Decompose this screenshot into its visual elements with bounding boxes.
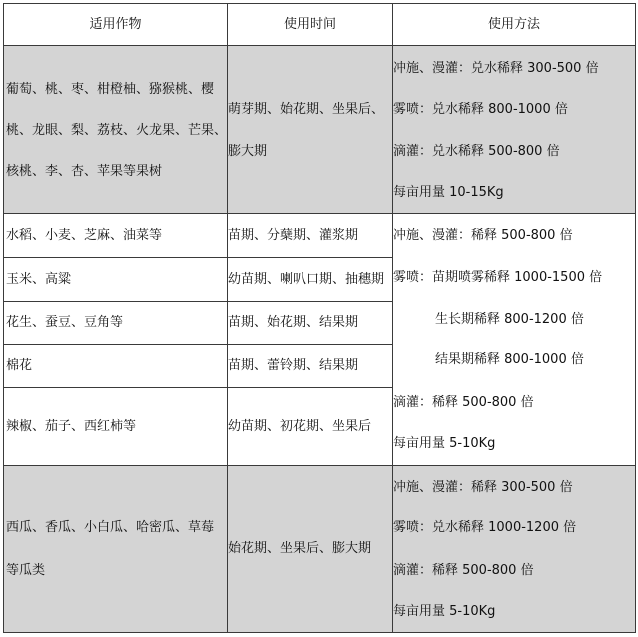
- shared-method-line-4: 结果期稀释 800-1000 倍: [435, 352, 584, 367]
- row-1-method-line-3: 滴灌：兑水稀释 500-800 倍: [393, 144, 560, 159]
- shared-method-line-6: 每亩用量 5-10Kg: [393, 436, 496, 451]
- shared-method-line-5: 滴灌：稀释 500-800 倍: [393, 395, 534, 410]
- row-1-method: [393, 46, 635, 213]
- row-6-crops: [4, 388, 227, 465]
- header-method-label: 使用方法: [487, 17, 540, 32]
- shared-method-line-2: 雾喷：苗期喷雾稀释 1000-1500 倍: [393, 270, 603, 285]
- row-4-crops-line-1: 花生、蚕豆、豆角等: [6, 315, 124, 330]
- row-6-timing: [228, 388, 392, 465]
- row-1-timing: [228, 46, 392, 213]
- row-7-timing-line-1: 始花期、坐果后、膨大期: [228, 541, 372, 556]
- row-7-method-line-2: 雾喷：兑水稀释 1000-1200 倍: [393, 520, 577, 535]
- row-7-crops-line-2: 等瓜类: [6, 563, 46, 578]
- row-1-crops-line-1: 葡萄、桃、枣、柑橙柚、猕猴桃、樱: [6, 82, 215, 97]
- row-2-crops-line-1: 水稻、小麦、芝麻、油菜等: [6, 228, 163, 243]
- row-5-timing: [228, 345, 392, 387]
- row-1-method-line-4: 每亩用量 10-15Kg: [393, 185, 504, 200]
- row-5-timing-line-1: 苗期、蕾铃期、结果期: [228, 358, 359, 373]
- row-6-crops-line-1: 辣椒、茄子、西红柿等: [6, 419, 137, 434]
- header-crops: [4, 4, 227, 45]
- shared-method: [393, 214, 635, 465]
- row-2-crops: [4, 214, 227, 257]
- header-timing: [228, 4, 392, 45]
- row-3-timing: [228, 258, 392, 301]
- row-5-crops: [4, 345, 227, 387]
- row-1-timing-line-1: 萌芽期、始花期、坐果后、: [228, 102, 385, 117]
- row-1-crops-line-3: 核桃、李、杏、苹果等果树: [6, 164, 163, 179]
- row-4-timing: [228, 302, 392, 344]
- shared-method-line-1: 冲施、漫灌：稀释 500-800 倍: [393, 228, 573, 243]
- row-7-timing: [228, 466, 392, 632]
- row-6-timing-line-1: 幼苗期、初花期、坐果后: [228, 419, 372, 434]
- header-crops-label: 适用作物: [89, 17, 142, 32]
- row-7-method: [393, 466, 635, 632]
- row-3-crops-line-1: 玉米、高粱: [6, 272, 72, 287]
- row-1-crops: [4, 46, 227, 213]
- row-7-method-line-3: 滴灌：稀释 500-800 倍: [393, 563, 534, 578]
- row-4-timing-line-1: 苗期、始花期、结果期: [228, 315, 359, 330]
- row-2-timing: [228, 214, 392, 257]
- header-method: [393, 4, 635, 45]
- row-3-crops: [4, 258, 227, 301]
- row-5-crops-line-1: 棉花: [6, 358, 33, 373]
- row-7-crops: [4, 466, 227, 632]
- row-7-method-line-1: 冲施、漫灌：稀释 300-500 倍: [393, 480, 573, 495]
- row-1-method-line-2: 雾喷：兑水稀释 800-1000 倍: [393, 102, 568, 117]
- header-timing-label: 使用时间: [283, 17, 336, 32]
- row-3-timing-line-1: 幼苗期、喇叭口期、抽穗期: [228, 272, 385, 287]
- row-2-timing-line-1: 苗期、分蘖期、灌浆期: [228, 228, 359, 243]
- row-7-crops-line-1: 西瓜、香瓜、小白瓜、哈密瓜、草莓: [6, 520, 215, 535]
- row-4-crops: [4, 302, 227, 344]
- shared-method-line-3: 生长期稀释 800-1200 倍: [435, 312, 584, 327]
- row-1-crops-line-2: 桃、龙眼、梨、荔枝、火龙果、芒果、: [6, 123, 228, 138]
- row-7-method-line-4: 每亩用量 5-10Kg: [393, 604, 496, 619]
- row-1-timing-line-2: 膨大期: [228, 144, 268, 159]
- row-1-method-line-1: 冲施、漫灌：兑水稀释 300-500 倍: [393, 61, 599, 76]
